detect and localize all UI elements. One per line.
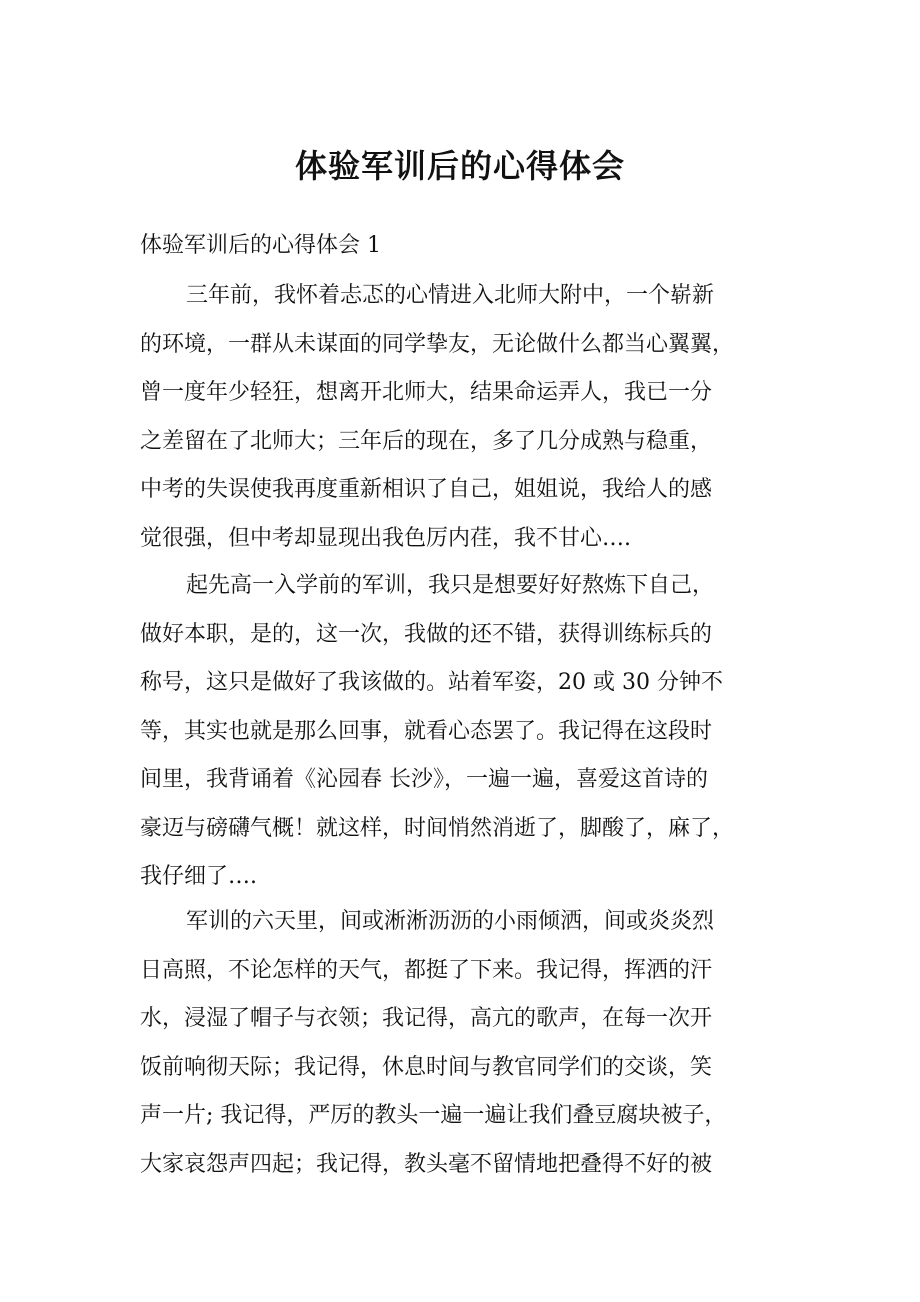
paragraph-line: 大家哀怨声四起；我记得，教头毫不留情地把叠得不好的被 (140, 1151, 713, 1177)
paragraph-line: 三年前，我怀着忐忑的心情进入北师大附中，一个崭新 (186, 283, 715, 308)
paragraph-3 (140, 898, 800, 1189)
paragraph-line: 我仔细了…. (140, 864, 257, 889)
paragraph-line: 曾一度年少轻狂，想离开北师大，结果命运弄人，我已一分 (140, 380, 713, 405)
paragraph-line: 做好本职，是的，这一次，我做的还不错，获得训练标兵的 (140, 621, 713, 647)
paragraph-line: 的环境，一群从未谋面的同学挚友，无论做什么都当心翼翼， (140, 331, 735, 357)
paragraph-line: 水，浸湿了帽子与衣领；我记得，高亢的歌声，在每一次开 (140, 1006, 713, 1031)
paragraph-line: 之差留在了北师大；三年后的现在，多了几分成熟与稳重， (140, 428, 713, 454)
paragraph-line: 军训的六天里，间或淅淅沥沥的小雨倾洒，间或炎炎烈 (186, 909, 715, 934)
paragraph-line: 等，其实也就是那么回事，就看心态罢了。我记得在这段时 (140, 718, 713, 744)
paragraph-line: 饭前响彻天际；我记得，休息时间与教官同学们的交谈，笑 (140, 1054, 713, 1080)
paragraph-line: 称号，这只是做好了我该做的。站着军姿，20 或 30 分钟不 (140, 670, 723, 695)
paragraph-line: 觉很强，但中考却显现出我色厉内荏，我不甘心…. (140, 525, 631, 551)
section-heading: 体验军训后的心得体会 1 (140, 233, 381, 258)
paragraph-line: 日高照，不论怎样的天气，都挺了下来。我记得，挥洒的汗 (140, 957, 713, 983)
paragraph-line: 间里，我背诵着《沁园春 长沙》，一遍一遍，喜爱这首诗的 (140, 767, 708, 792)
paragraph-line: 中考的失误使我再度重新相识了自己，姐姐说，我给人的感 (140, 477, 713, 502)
paragraph-1 (140, 272, 800, 563)
document-title: 体验军训后的心得体会 (294, 147, 625, 185)
paragraph-line: 声一片; 我记得，严厉的教头一遍一遍让我们叠豆腐块被子， (140, 1103, 727, 1128)
paragraph-line: 豪迈与磅礴气概！就这样，时间悄然消逝了，脚酸了，麻了， (140, 815, 735, 841)
paragraph-2 (140, 562, 800, 902)
paragraph-line: 起先高一入学前的军训，我只是想要好好熬炼下自己， (186, 573, 715, 598)
